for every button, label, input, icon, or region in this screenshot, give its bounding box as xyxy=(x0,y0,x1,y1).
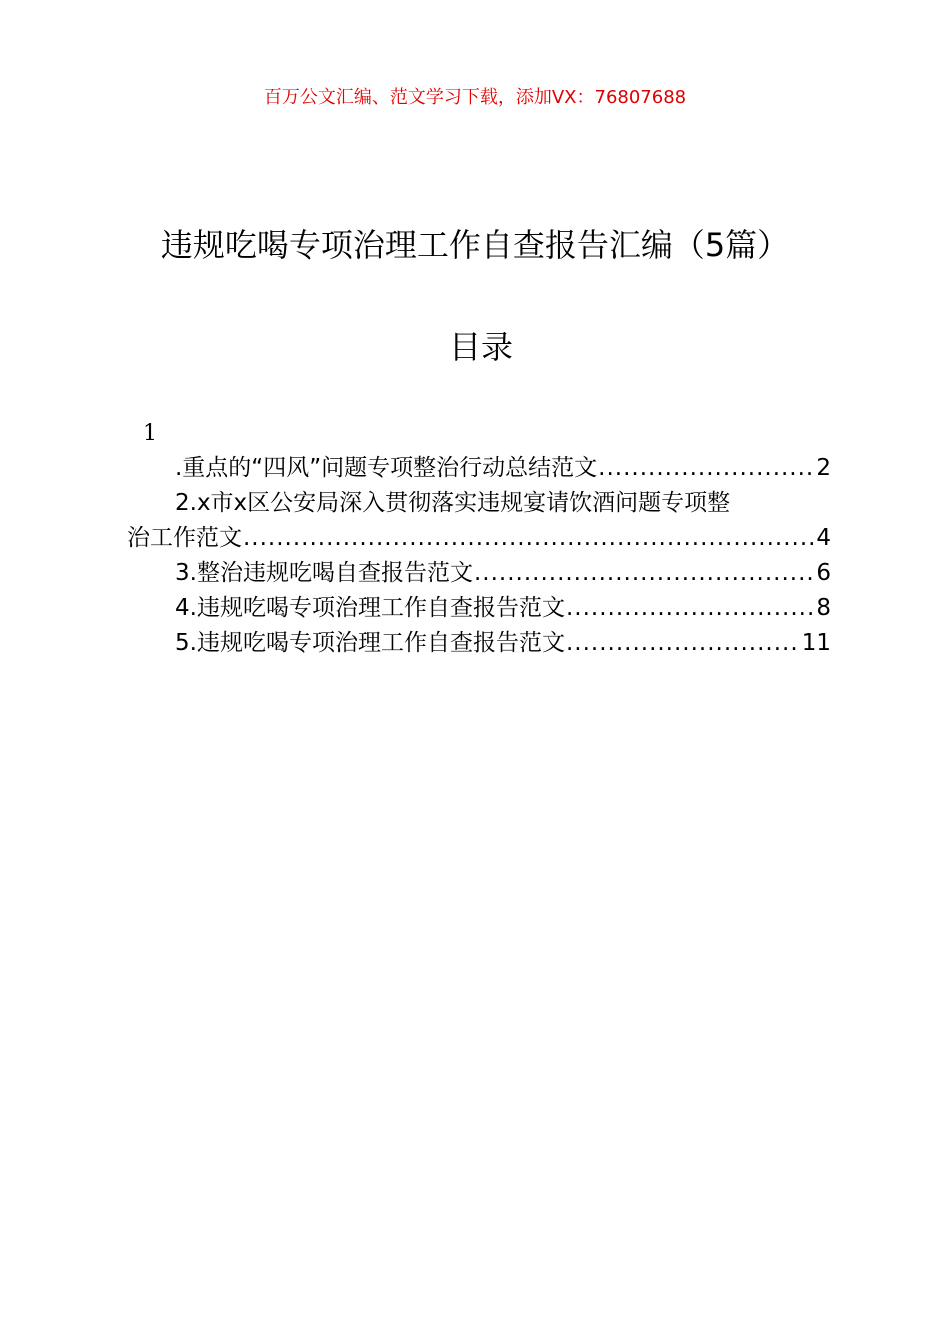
stray-item-number: 1 xyxy=(143,421,157,446)
toc-entry-4[interactable] xyxy=(127,591,831,626)
toc-page-number: 8 xyxy=(816,595,831,621)
dot-leader xyxy=(598,451,815,486)
dot-leader xyxy=(566,626,801,661)
toc-entry-5[interactable] xyxy=(127,626,831,661)
toc-page-number: 2 xyxy=(816,455,831,481)
toc-heading: 目录 xyxy=(448,328,513,366)
toc-entry-text: 2.x市x区公安局深入贯彻落实违规宴请饮酒问题专项整 xyxy=(175,490,731,516)
toc-page-number: 6 xyxy=(816,560,831,586)
toc-entry-3[interactable] xyxy=(127,556,831,591)
header-note: 百万公文汇编、范文学习下载，添加VX：76807688 xyxy=(263,87,687,108)
dot-leader xyxy=(243,521,815,556)
toc-entry-text: 5.违规吃喝专项治理工作自查报告范文 xyxy=(175,630,565,656)
dot-leader xyxy=(474,556,815,591)
toc-entry-2-line-1[interactable] xyxy=(127,486,831,521)
toc-entry-text: 治工作范文 xyxy=(127,525,242,551)
toc-entry-text: .重点的“四风”问题专项整治行动总结范文 xyxy=(175,455,598,481)
dot-leader xyxy=(566,591,815,626)
toc-entry-1[interactable] xyxy=(127,451,831,486)
toc-page-number: 11 xyxy=(801,630,831,656)
document-title: 违规吃喝专项治理工作自查报告汇编（5篇） xyxy=(160,226,790,264)
toc-entry-2-line-2[interactable] xyxy=(127,521,831,556)
toc-entry-text: 4.违规吃喝专项治理工作自查报告范文 xyxy=(175,595,565,621)
table-of-contents xyxy=(127,451,831,661)
toc-entry-text: 3.整治违规吃喝自查报告范文 xyxy=(175,560,473,586)
toc-page-number: 4 xyxy=(816,525,831,551)
